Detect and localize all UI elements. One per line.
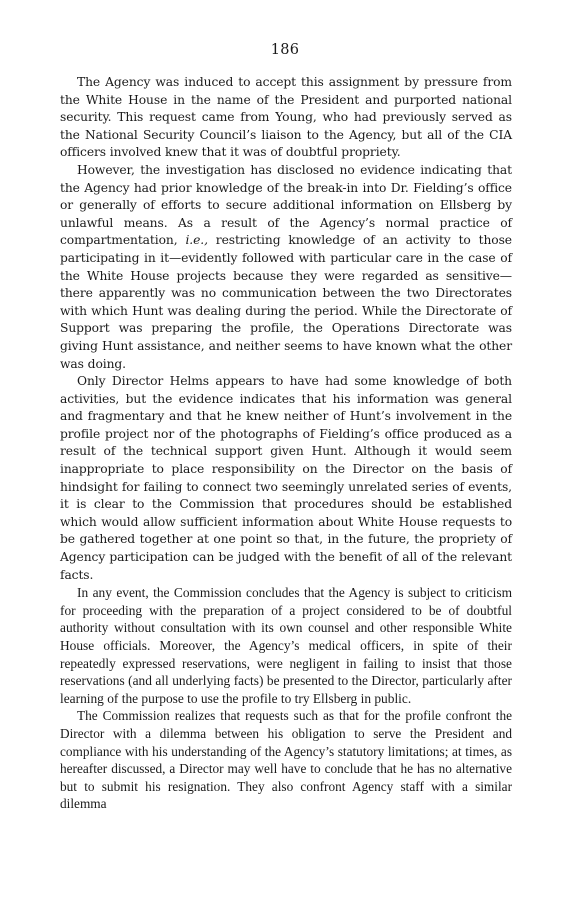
paragraph-commission-realizes: The Commission realizes that requests such as that for the profile confront the Director with a dilemma between his obligation to serve the President and compliance with his understanding of the Agency’s statutory limitations; at times, as hereafter discussed, a Director may well have to conclude that he has no alternative but to submit his resignation. They also confront Agency staff with a similar dilemma: [60, 708, 512, 812]
body-text: [60, 74, 512, 813]
paragraph-no-prior-knowledge-text-start: However, the investigation has disclosed no evidence indicating that the Agency had prior knowledge of the break-in into Dr. Fielding’s office or generally of efforts to secure additional information on Ellsberg by unlawful means. As a result of the Agency’s normal practice of compartmentation,: [60, 162, 512, 248]
paragraph-no-prior-knowledge-text-end: restricting knowledge of an activity to those participating in it—evidently followed with particular care in the case of the White House projects because they were regarded as sensitive—there apparently was no communication between the two Directorates with which Hunt was dealing during the period. While the Directorate of Support was preparing the profile, the Operations Directorate was giving Hunt assistance, and neither seems to have known what the other was doing.: [60, 233, 512, 371]
paragraph-agency-induced: The Agency was induced to accept this assignment by pressure from the White House in the name of the President and purported national security. This request came from Young, who had previously served as the National Security Council’s liaison to the Agency, but all of the CIA officers involved knew that it was of doubtful propriety.: [60, 75, 512, 160]
paragraph-commission-concludes: In any event, the Commission concludes that the Agency is subject to criticism for proceeding with the preparation of a project considered to be of doubtful authority without consultation with its own counsel and other responsible White House officials. Moreover, the Agency’s medical officers, in spite of their repeatedly expressed reservations, were negligent in failing to insist that those reservations (and all underlying facts) be presented to the Director, particularly after learning of the purpose to use the profile to try Ellsberg in public.: [60, 585, 512, 706]
paragraph-no-prior-knowledge: [60, 162, 512, 373]
paragraph-director-helms: Only Director Helms appears to have had some knowledge of both activities, but the evidence indicates that his information was general and fragmentary and that he knew neither of Hunt’s involvement in the profile project nor of the photographs of Fielding’s office produced as a result of the technical support given Hunt. Although it would seem inappropriate to place responsibility on the Director on the basis of hindsight for failing to connect two seemingly unrelated series of events, it is clear to the Commission that procedures should be established which would allow sufficient information about White House requests to be gathered together at one point so that, in the future, the propriety of Agency participation can be judged with the benefit of all of the relevant facts.: [60, 374, 512, 582]
ie-abbreviation: i.e.,: [185, 233, 208, 248]
page-number: 186: [270, 42, 300, 58]
